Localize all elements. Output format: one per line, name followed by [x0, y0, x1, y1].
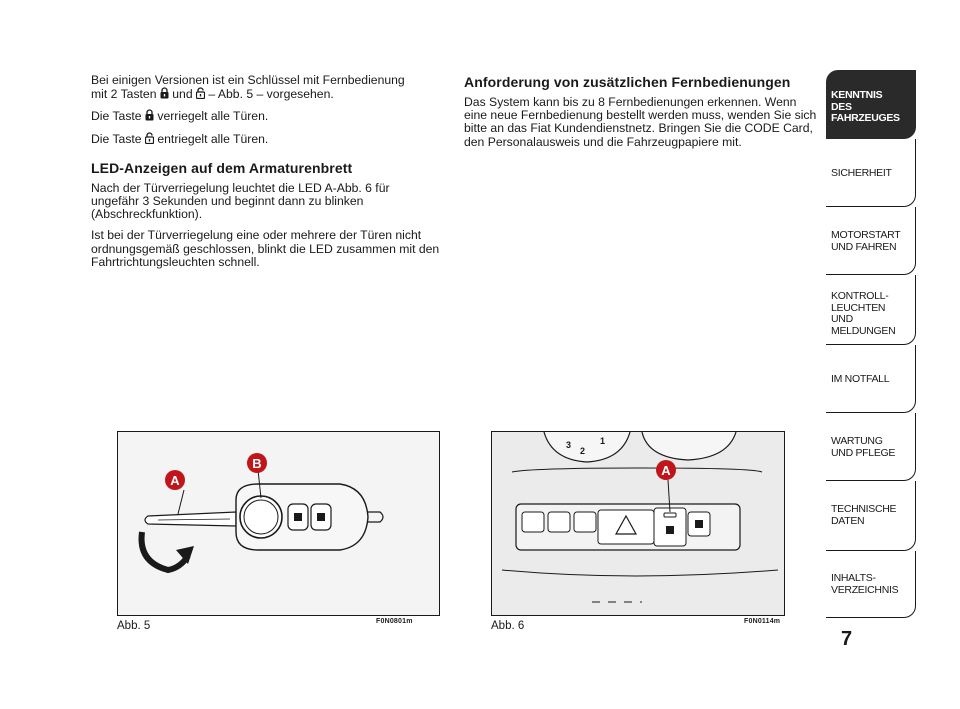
- figure-key-remote: [117, 431, 440, 616]
- unlock-icon: [196, 87, 205, 99]
- chapter-tabs: [826, 70, 918, 618]
- gauge-tick-1: 1: [600, 436, 606, 446]
- fig6-caption: Abb. 6: [491, 620, 525, 632]
- page-number: 7: [841, 628, 853, 650]
- tab-technische-daten[interactable]: TECHNISCHE DATEN: [826, 481, 916, 551]
- figure-dashboard: [491, 431, 785, 616]
- tab-im-notfall[interactable]: IM NOTFALL: [826, 345, 916, 413]
- fig6-code: F0N0114m: [744, 618, 781, 625]
- led-heading: LED-Anzeigen auf dem Armaturenbrett: [91, 159, 353, 176]
- remote-paragraph: Das System kann bis zu 8 Fernbedienungen erkennen. Wenn eine neue Fernbedienung bestellt werden muss, wenden Sie sich bitte an das Fiat Kundendienstnetz. Bringen Sie die CODE Card, den Personalausweis und die Fahrzeugpapiere mit.: [464, 95, 817, 149]
- label-b: B: [252, 456, 262, 471]
- tab-kenntnis[interactable]: KENNTNIS DES FAHRZEUGES: [826, 70, 916, 139]
- left-column: [91, 74, 441, 277]
- tab-inhaltsverzeichnis[interactable]: INHALTS- VERZEICHNIS: [826, 551, 916, 618]
- tab-wartung[interactable]: WARTUNG UND PFLEGE: [826, 413, 916, 481]
- lock-icon: [160, 87, 169, 99]
- led-paragraph-1: Nach der Türverriegelung leuchtet die LED A-Abb. 6 für ungefähr 3 Sekunden und beginnt dann zu blinken (Abschreckfunktion).: [91, 180, 390, 222]
- lock-paragraph: Die Taste verriegelt alle Türen.: [91, 109, 269, 124]
- tab-motorstart[interactable]: MOTORSTART UND FAHREN: [826, 207, 916, 275]
- fig5-code: F0N0801m: [376, 618, 413, 625]
- gauge-tick-2: 2: [580, 446, 586, 456]
- lock-icon: [145, 109, 154, 121]
- fig5-caption: Abb. 5: [117, 620, 151, 632]
- label-a: A: [661, 463, 671, 478]
- key-illustration: [118, 432, 439, 615]
- unlock-icon: [145, 132, 154, 144]
- intro-paragraph: Bei einigen Versionen ist ein Schlüssel mit Fernbedienung mit 2 Tasten und – Abb. 5 – vorgesehen.: [91, 73, 405, 102]
- tab-kontrollleuchten[interactable]: KONTROLL- LEUCHTEN UND MELDUNGEN: [826, 275, 916, 345]
- unlock-paragraph: Die Taste entriegelt alle Türen.: [91, 131, 269, 146]
- led-paragraph-2: Ist bei der Türverriegelung eine oder mehrere der Türen nicht ordnungsgemäß geschlossen, blinkt die LED zusammen mit den Fahrtrichtungsleuchten schnell.: [91, 228, 440, 269]
- label-a: A: [170, 473, 180, 488]
- tab-sicherheit[interactable]: SICHERHEIT: [826, 139, 916, 207]
- gauge-tick-3: 3: [566, 440, 572, 450]
- dashboard-illustration: [492, 432, 784, 615]
- remote-heading: Anforderung von zusätzlichen Fernbedienungen: [464, 74, 791, 90]
- right-column: [464, 74, 819, 157]
